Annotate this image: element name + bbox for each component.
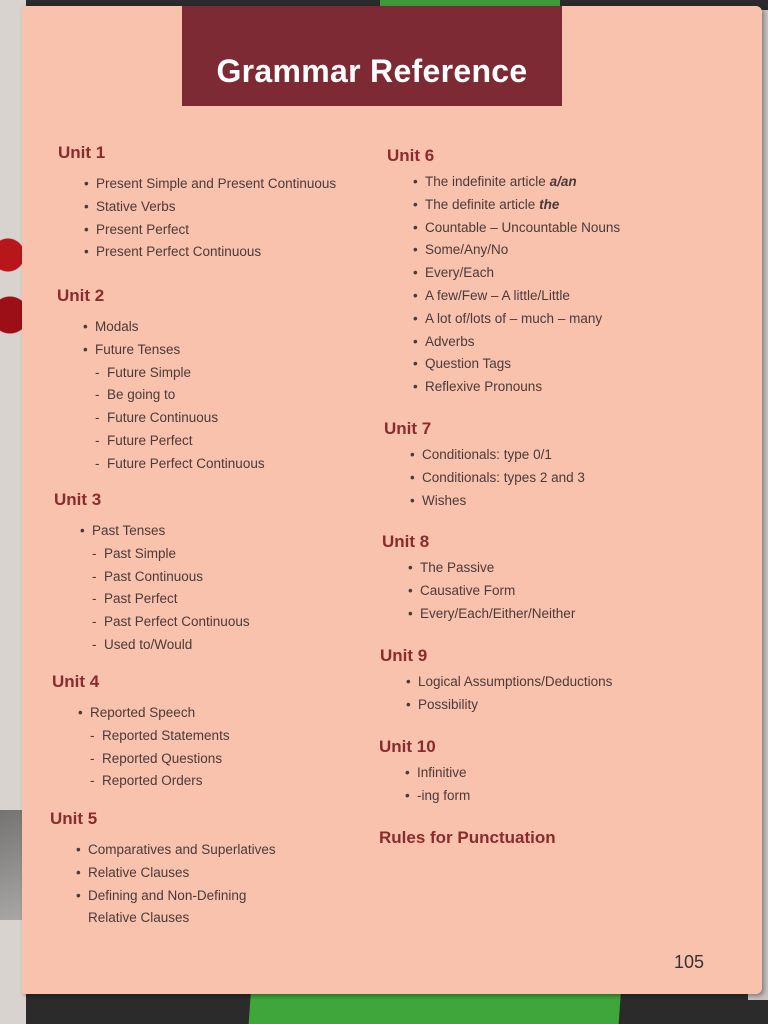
list-item xyxy=(58,241,336,264)
item-text: The definite article xyxy=(425,196,536,212)
unit-6-section xyxy=(387,146,620,399)
unit-items xyxy=(387,171,620,399)
item-text: Present Perfect xyxy=(96,221,190,237)
item-text: Reported Statements xyxy=(102,727,230,743)
list-item xyxy=(382,603,575,626)
unit-items xyxy=(384,444,585,512)
item-text: Comparatives and Superlatives xyxy=(88,842,276,857)
unit-title: Unit 10 xyxy=(379,737,436,756)
list-item xyxy=(387,353,620,376)
list-item xyxy=(58,173,336,196)
list-item xyxy=(57,339,265,362)
list-item xyxy=(380,694,612,717)
item-text: Reported Speech xyxy=(90,705,196,720)
list-item xyxy=(58,196,336,219)
unit-title: Unit 4 xyxy=(52,672,100,691)
page-number: 105 xyxy=(674,952,705,972)
unit-title: Unit 5 xyxy=(50,809,98,828)
unit-items xyxy=(379,762,470,808)
sub-item xyxy=(52,770,230,793)
item-text: Stative Verbs xyxy=(96,198,176,214)
list-item xyxy=(387,262,620,285)
item-text: Reported Questions xyxy=(102,750,223,766)
item-text: Every/Each xyxy=(425,265,495,281)
unit-2-section xyxy=(57,286,265,476)
item-text: Present Simple and Present Continuous xyxy=(96,176,337,191)
item-text: The indefinite article xyxy=(425,174,546,189)
item-text: Past Perfect Continuous xyxy=(104,614,250,630)
item-text: Past Tenses xyxy=(92,523,166,538)
item-text: A lot of/lots of – much – many xyxy=(425,310,603,326)
item-text: Be going to xyxy=(107,387,176,403)
sub-item xyxy=(57,384,265,407)
item-text: Future Simple xyxy=(107,364,192,380)
unit-items xyxy=(57,316,265,476)
list-item xyxy=(387,217,620,240)
list-item xyxy=(379,785,470,808)
item-text: Infinitive xyxy=(417,765,467,780)
page xyxy=(22,6,762,994)
sub-item xyxy=(54,566,250,589)
item-text: Modals xyxy=(95,319,139,334)
item-text: Future Perfect xyxy=(107,432,193,448)
unit-title: Unit 3 xyxy=(54,490,102,509)
item-text: Future Tenses xyxy=(95,341,181,357)
item-text: Logical Assumptions/Deductions xyxy=(418,674,613,689)
item-text: Used to/Would xyxy=(104,636,193,652)
list-item xyxy=(50,839,276,862)
item-text: Present Perfect Continuous xyxy=(96,244,262,260)
list-item xyxy=(382,557,575,580)
item-text: Past Simple xyxy=(104,545,177,561)
list-item xyxy=(57,316,265,339)
list-item xyxy=(387,285,620,308)
list-item xyxy=(384,444,585,467)
item-text: Reflexive Pronouns xyxy=(425,379,543,395)
unit-items xyxy=(54,520,250,657)
unit-items xyxy=(52,702,230,793)
punctuation-heading: Rules for Punctuation xyxy=(379,828,556,847)
list-item xyxy=(387,239,620,262)
item-text: Conditionals: type 0/1 xyxy=(422,447,552,462)
item-text: Future Continuous xyxy=(107,410,219,426)
item-text: Relative Clauses xyxy=(88,864,190,880)
unit-items xyxy=(58,173,336,264)
list-item xyxy=(387,308,620,331)
item-text: Future Perfect Continuous xyxy=(107,455,265,471)
page-title: Grammar Reference xyxy=(216,52,528,89)
item-text: Past Continuous xyxy=(104,568,204,584)
item-text: Reported Orders xyxy=(102,773,203,789)
list-item xyxy=(52,702,230,725)
unit-title: Unit 6 xyxy=(387,146,435,165)
unit-3-section xyxy=(54,490,250,657)
list-item xyxy=(50,862,276,885)
sub-item xyxy=(54,634,250,657)
sub-item xyxy=(57,453,265,476)
list-item xyxy=(387,376,620,399)
item-text: Defining and Non-Defining xyxy=(88,887,247,903)
list-item xyxy=(380,671,612,694)
unit-title: Unit 1 xyxy=(58,143,106,162)
item-text: Question Tags xyxy=(425,356,512,372)
item-emphasis: the xyxy=(539,196,560,212)
sub-item xyxy=(52,725,230,748)
unit-7-section xyxy=(384,419,585,512)
unit-items xyxy=(380,671,612,717)
list-item xyxy=(387,171,620,194)
item-text: Every/Each/Either/Neither xyxy=(420,605,576,621)
unit-9-section xyxy=(380,646,612,717)
list-item xyxy=(387,331,620,354)
item-text: Conditionals: types 2 and 3 xyxy=(422,469,585,485)
left-page-decoration xyxy=(0,215,24,345)
unit-8-section xyxy=(382,532,575,625)
list-item xyxy=(50,885,276,908)
unit-title: Unit 2 xyxy=(57,286,105,305)
item-text: -ing form xyxy=(417,787,471,803)
list-item xyxy=(387,194,620,217)
item-text: Wishes xyxy=(422,492,467,508)
sub-item xyxy=(54,611,250,634)
list-item xyxy=(379,762,470,785)
list-item xyxy=(50,907,276,930)
title-banner xyxy=(182,6,562,106)
unit-items xyxy=(382,557,575,625)
unit-4-section xyxy=(52,672,230,793)
sub-item xyxy=(57,362,265,385)
sub-item xyxy=(54,543,250,566)
item-text: Adverbs xyxy=(425,333,475,349)
item-text: Some/Any/No xyxy=(425,242,509,258)
item-text: Possibility xyxy=(418,696,479,712)
list-item xyxy=(384,467,585,490)
unit-title: Unit 8 xyxy=(382,532,430,551)
list-item xyxy=(384,490,585,513)
left-page-decoration-lower xyxy=(0,810,22,920)
list-item xyxy=(54,520,250,543)
item-text: The Passive xyxy=(420,560,495,575)
item-text: Countable – Uncountable Nouns xyxy=(425,219,621,235)
item-text: Past Perfect xyxy=(104,591,178,607)
unit-5-section xyxy=(50,809,276,930)
sub-item xyxy=(54,588,250,611)
unit-1-section xyxy=(58,143,336,264)
sub-item xyxy=(57,430,265,453)
item-emphasis: a/an xyxy=(549,174,577,189)
unit-10-section xyxy=(379,737,470,808)
item-text: Relative Clauses xyxy=(88,910,190,926)
item-text: A few/Few – A little/Little xyxy=(425,287,570,303)
item-text: Causative Form xyxy=(420,582,516,598)
unit-title: Unit 7 xyxy=(384,419,432,438)
sub-item xyxy=(57,407,265,430)
sub-item xyxy=(52,748,230,771)
list-item xyxy=(382,580,575,603)
unit-items xyxy=(50,839,276,930)
list-item xyxy=(58,219,336,242)
unit-title: Unit 9 xyxy=(380,646,428,665)
